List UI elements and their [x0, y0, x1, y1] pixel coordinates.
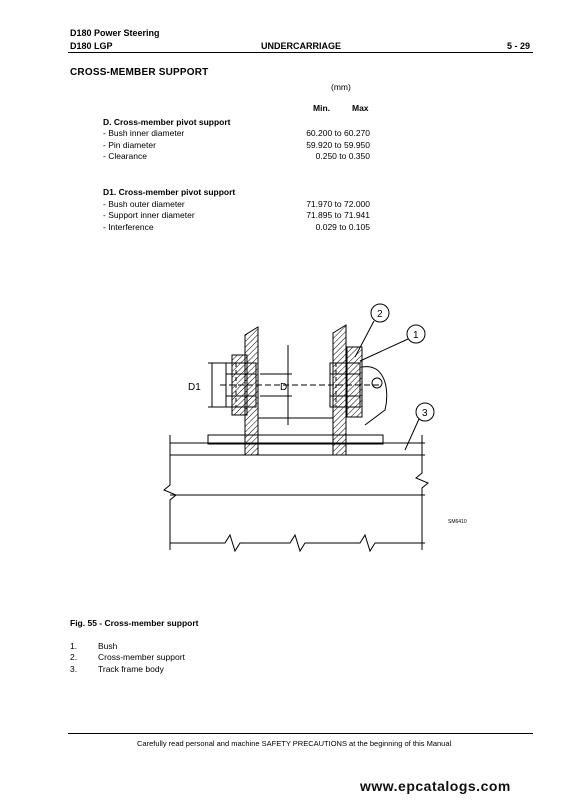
- legend-num: 1.: [70, 641, 78, 651]
- page-title: CROSS-MEMBER SUPPORT: [70, 67, 209, 78]
- section-name: UNDERCARRIAGE: [261, 41, 342, 51]
- doc-subtitle: D180 LGP: [70, 41, 113, 51]
- row-label: - Clearance: [103, 151, 147, 161]
- row-label: - Interference: [103, 222, 154, 232]
- d1-label: D1: [188, 382, 201, 393]
- group-heading: D. Cross-member pivot support: [103, 117, 231, 127]
- legend-text: Bush: [98, 641, 118, 651]
- ref-code: SM6410: [448, 519, 467, 525]
- col-max-header: Max: [352, 103, 369, 113]
- row-value: 59.920 to 59.950: [306, 140, 370, 150]
- row-label: - Support inner diameter: [103, 210, 195, 220]
- header-rule: [68, 52, 533, 53]
- row-value: 60.200 to 60.270: [306, 128, 370, 138]
- callout-2: 2: [377, 309, 383, 320]
- cross-member-diagram: [150, 295, 467, 560]
- footer-rule: [68, 733, 533, 734]
- legend-num: 2.: [70, 652, 78, 662]
- legend-text: Cross-member support: [98, 652, 185, 662]
- row-label: - Bush outer diameter: [103, 199, 185, 209]
- footer-note: Carefully read personal and machine SAFETY PRECAUTIONS at the beginning of this Manual: [137, 739, 452, 748]
- page-number: 5 - 29: [507, 41, 531, 51]
- callout-1: 1: [413, 330, 419, 341]
- row-value: 71.895 to 71.941: [306, 210, 370, 220]
- unit-label: (mm): [331, 82, 351, 92]
- d-label: D: [280, 382, 288, 393]
- callout-3: 3: [422, 408, 428, 419]
- col-min-header: Min.: [313, 103, 330, 113]
- figure-caption: Fig. 55 - Cross-member support: [70, 618, 199, 628]
- legend-text: Track frame body: [98, 664, 164, 674]
- row-value: 0.250 to 0.350: [315, 151, 370, 161]
- watermark[interactable]: www.epcatalogs.com: [360, 778, 511, 794]
- row-value: 0.029 to 0.105: [315, 222, 370, 232]
- legend-num: 3.: [70, 664, 78, 674]
- group-heading: D1. Cross-member pivot support: [103, 187, 236, 197]
- row-label: - Bush inner diameter: [103, 128, 185, 138]
- row-label: - Pin diameter: [103, 140, 156, 150]
- doc-title: D180 Power Steering: [70, 28, 160, 38]
- row-value: 71.970 to 72.000: [306, 199, 370, 209]
